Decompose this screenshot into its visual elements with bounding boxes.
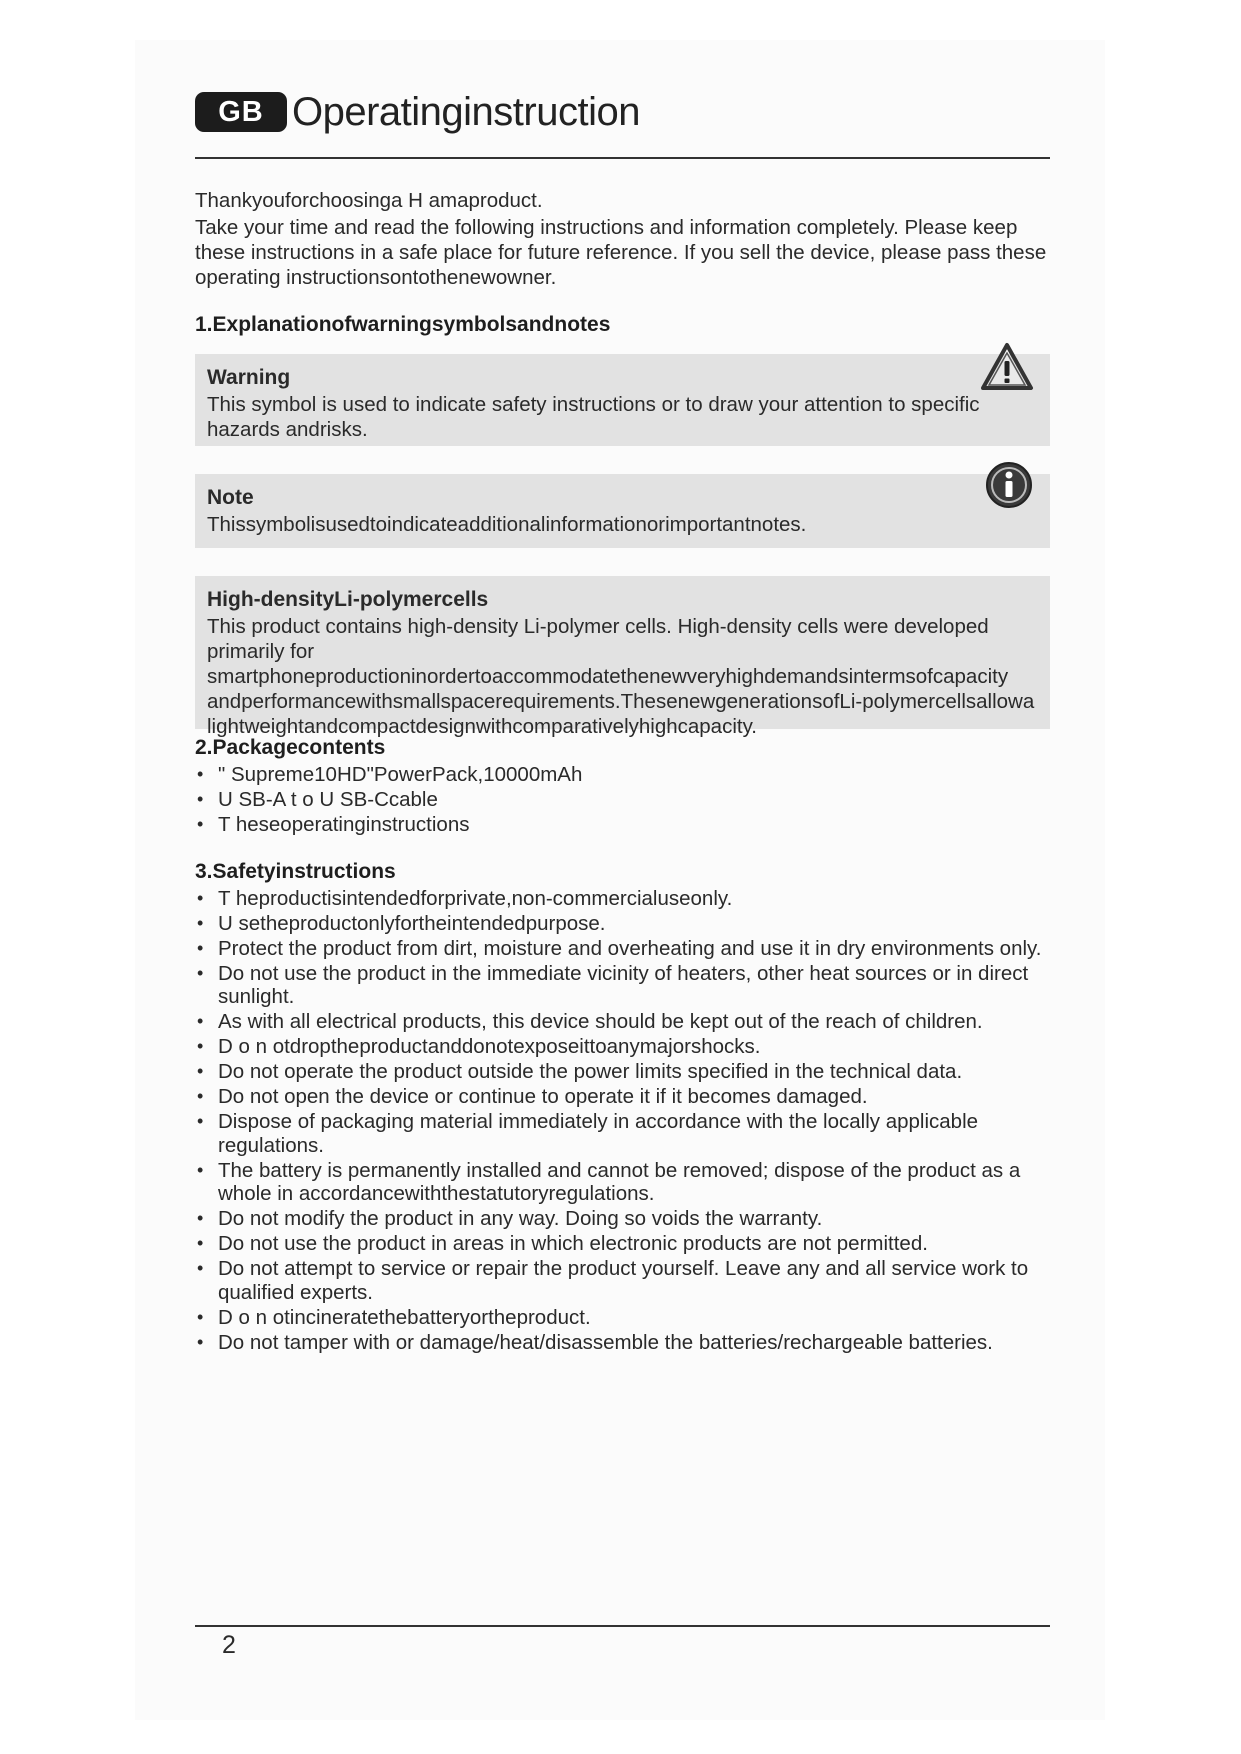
list-item: • U setheproductonlyfortheintendedpurpose. [195, 912, 1050, 936]
list-item: • Dispose of packaging material immediately in accordance with the locally applicable regulations. [195, 1110, 1050, 1157]
list-item: • U SB-A t o U SB-Ccable [195, 788, 1050, 812]
list-item: • " Supreme10HD"PowerPack,10000mAh [195, 763, 1050, 787]
note-box [195, 474, 1050, 548]
section-heading-symbols: 1.Explanationofwarningsymbolsandnotes [195, 313, 611, 336]
main-content [195, 188, 1050, 1356]
list-item: • Do not tamper with or damage/heat/disassemble the batteries/rechargeable batteries. [195, 1331, 1050, 1355]
intro-thanks: Thankyouforchoosinga H amaproduct. [195, 189, 543, 212]
page-title: Operatinginstruction [292, 90, 640, 134]
li-polymer-text: This product contains high-density Li-polymer cells. High-density cells were developed primarily for smartphoneproductioninordertoaccommodatethenewveryhighdemandsintermsofcapacity andperformancewithsmallspacerequirements.ThesenewgenerationsofLi-polymercellsallowa lightweightandcompactdesignwithcomparativelyhighcapacity. [207, 615, 1035, 738]
warning-box [195, 354, 1050, 446]
list-item: • T heproductisintendedforprivate,non-commercialuseonly. [195, 887, 1050, 911]
note-title: Note [207, 486, 254, 509]
note-text: Thissymbolisusedtoindicateadditionalinformationorimportantnotes. [207, 513, 807, 536]
list-item: • T heseoperatinginstructions [195, 813, 1050, 837]
info-circle-icon [984, 460, 1034, 510]
list-item: • Protect the product from dirt, moisture and overheating and use it in dry environments only. [195, 937, 1050, 961]
li-polymer-title: High-densityLi-polymercells [207, 588, 489, 611]
warning-triangle-icon [980, 342, 1034, 392]
header-divider [195, 157, 1050, 159]
list-item: • D o n otdroptheproductanddonotexposeittoanymajorshocks. [195, 1035, 1050, 1059]
li-polymer-info-box [195, 576, 1050, 738]
list-item: • Do not operate the product outside the power limits specified in the technical data. [195, 1060, 1050, 1084]
language-badge: GB [195, 92, 287, 132]
warning-text: This symbol is used to indicate safety instructions or to draw your attention to specific hazards andrisks. [207, 393, 980, 441]
page-number: 2 [222, 1631, 236, 1659]
list-item: • Do not attempt to service or repair the product yourself. Leave any and all service work to qualified experts. [195, 1257, 1050, 1304]
list-item: • As with all electrical products, this device should be kept out of the reach of children. [195, 1010, 1050, 1034]
section-heading-safety: 3.Safetyinstructions [195, 859, 396, 883]
package-contents-list [195, 763, 1050, 837]
list-item: • Do not modify the product in any way. Doing so voids the warranty. [195, 1207, 1050, 1231]
list-item: • Do not use the product in areas in which electronic products are not permitted. [195, 1232, 1050, 1256]
page-header [195, 90, 1050, 160]
section-heading-package: 2.Packagecontents [195, 736, 386, 759]
warning-title: Warning [207, 366, 291, 389]
list-item: • D o n otincineratethebatteryortheproduct. [195, 1306, 1050, 1330]
list-item: • Do not use the product in the immediate vicinity of heaters, other heat sources or in direct sunlight. [195, 962, 1050, 1009]
list-item: • Do not open the device or continue to operate it if it becomes damaged. [195, 1085, 1050, 1109]
footer-divider [195, 1625, 1050, 1627]
intro-paragraph: Take your time and read the following instructions and information completely. Please keep these instructions in a safe place for future reference. If you sell the device, please pass these operating instructionsontothenewowner. [195, 216, 1047, 289]
list-item: • The battery is permanently installed and cannot be removed; dispose of the product as a whole in accordancewiththestatutoryregulations. [195, 1159, 1050, 1206]
safety-instructions-list [195, 887, 1050, 1355]
